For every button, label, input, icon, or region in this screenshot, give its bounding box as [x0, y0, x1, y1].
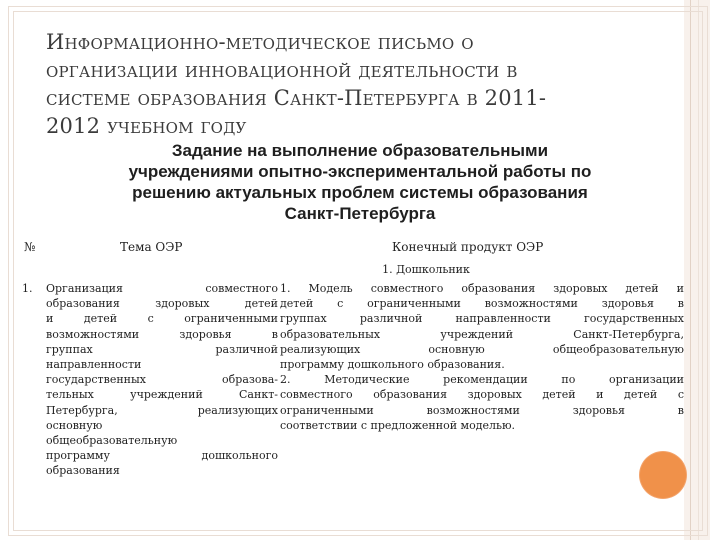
title-line: 2012 учебном году [46, 114, 247, 138]
topic-line: направленности [46, 357, 142, 371]
title-line: Информационно-методическое письмо о [46, 30, 474, 54]
product-line: программу дошкольного образования. [280, 357, 505, 371]
product-line: 2. Методические рекомендации по организации [280, 373, 684, 387]
topic-line: Организация совместного [46, 282, 278, 295]
column-header-number: № [24, 240, 36, 254]
section-heading: 1. Дошкольник [382, 263, 470, 276]
decorative-circle [640, 452, 686, 498]
column-header-product: Конечный продукт ОЭР [392, 240, 544, 254]
product-line: детей с ограниченными возможностями здоровья в [280, 297, 684, 311]
topic-line: Петербурга, реализующих [46, 403, 278, 417]
topic-line: тельных учреждений Санкт- [46, 388, 278, 402]
topic-cell [46, 281, 278, 478]
topic-line: образования здоровых детей [46, 297, 278, 311]
product-line: 1. Модель совместного образования здоровых детей и [280, 282, 684, 295]
product-line: соответствии с предложенной моделью. [280, 418, 516, 432]
product-line: ограниченными возможностями здоровья в [280, 403, 684, 417]
topic-line: программу дошкольного [46, 449, 278, 463]
topic-line: группах различной [46, 342, 278, 356]
column-header-topic: Тема ОЭР [120, 240, 183, 254]
topic-line: возможностями здоровья в [46, 327, 278, 341]
topic-line: основную [46, 418, 103, 432]
product-line: реализующих основную общеобразовательную [280, 342, 684, 356]
subtitle-line: решению актуальных проблем системы образования [132, 183, 588, 202]
row-number: 1. [22, 282, 33, 295]
topic-line: образования [46, 464, 120, 478]
slide-subtitle [40, 140, 680, 224]
slide-title [46, 28, 646, 140]
subtitle-line: Задание на выполнение образовательными [171, 141, 549, 160]
subtitle-line: Санкт-Петербурга [284, 204, 436, 223]
product-line: группах различной направленности государственных [280, 312, 684, 326]
title-line: организации инновационной деятельности в [46, 58, 518, 82]
topic-line: государственных образова- [46, 373, 278, 387]
topic-line: и детей с ограниченными [46, 312, 278, 326]
product-cell [280, 281, 684, 433]
subtitle-line: учреждениями опытно-экспериментальной работы по [128, 162, 592, 181]
title-line: системе образования Санкт-Петербурга в 2011- [46, 86, 547, 110]
product-line: совместного образования здоровых детей и детей с [280, 388, 684, 402]
product-line: образовательных учреждений Санкт-Петербурга, [280, 327, 684, 341]
topic-line: общеобразовательную [46, 433, 178, 447]
